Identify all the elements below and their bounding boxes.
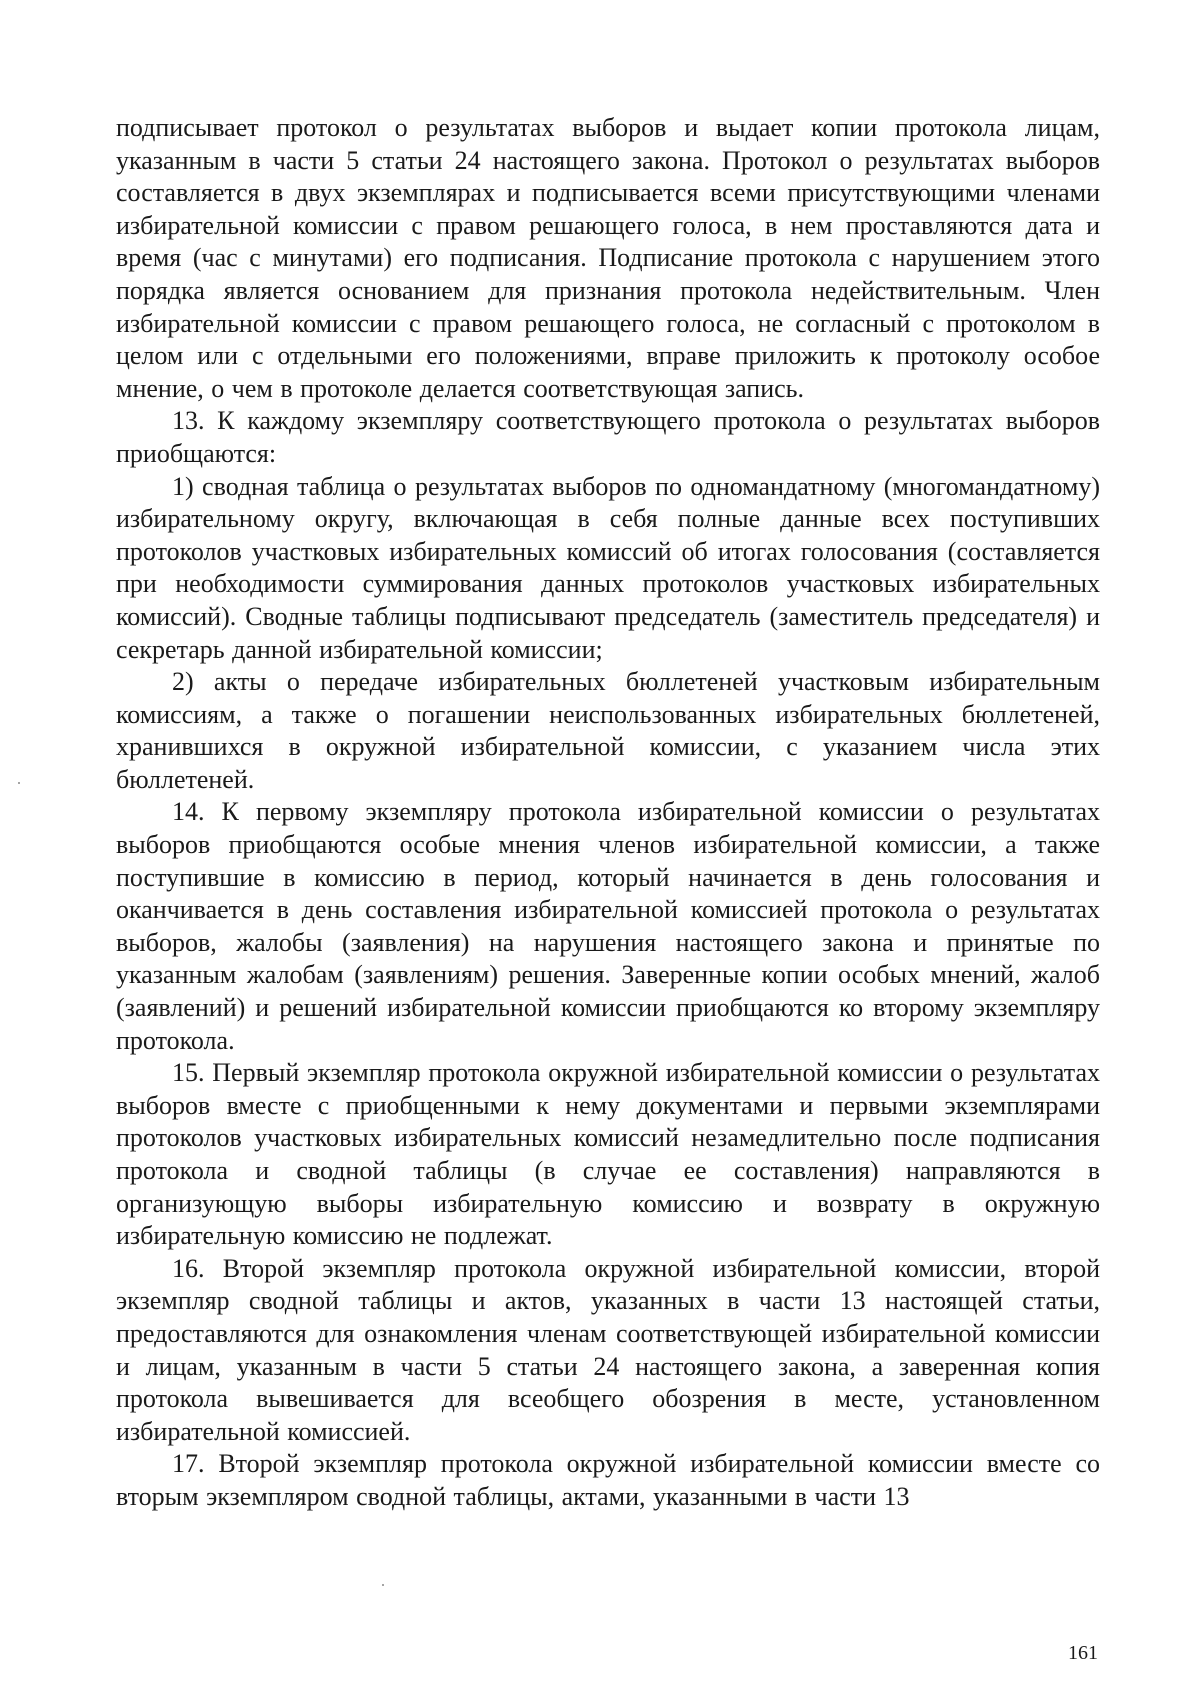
paragraph-continuation: подписывает протокол о результатах выборов и выдает копии протокола лицам, указанным в части 5 статьи 24 настоящего закона. Протокол о результатах выборов составляется в двух экземплярах и подписывается всеми присутствующими членами избирательной комиссии с правом решающего голоса, в нем проставляются дата и время (час с минутами) его подписания. Подписание протокола с нарушением этого порядка является основанием для признания протокола недействительным. Член избирательной комиссии с правом решающего голоса, не согласный с протоколом в целом или с отдельными его положениями, вправе приложить к протоколу особое мнение, о чем в протоколе делается соответствующая запись. xyxy=(116,113,1100,403)
scan-speck xyxy=(18,782,20,784)
paragraph-item-16: 16. Второй экземпляр протокола окружной избирательной комиссии, второй экземпляр сводной таблицы и актов, указанных в части 13 настоящей статьи, предоставляются для ознакомления членам соответствующей избирательной комиссии и лицам, указанным в части 5 статьи 24 настоящего закона, а заверенная копия протокола вывешивается для всеобщего обозрения в месте, установленном избирательной комиссией. xyxy=(116,1253,1100,1446)
scan-speck xyxy=(382,1584,384,1586)
paragraph-item-13: 13. К каждому экземпляру соответствующего протокола о результатах выборов приобщаются: xyxy=(116,406,1100,468)
paragraph-subitem-2: 2) акты о передаче избирательных бюллетеней участковым избирательным комиссиям, а также о погашении неиспользованных избирательных бюллетеней, хранившихся в окружной избирательной комиссии, с указанием числа этих бюллетеней. xyxy=(116,667,1100,794)
paragraph-item-15: 15. Первый экземпляр протокола окружной избирательной комиссии о результатах выборов вместе с приобщенными к нему документами и первыми экземплярами протоколов участковых избирательных комиссий незамедлительно после подписания протокола и сводной таблицы (в случае ее составления) направляются в организующую выборы избирательную комиссию и возврату в окружную избирательную комиссию не подлежат. xyxy=(116,1058,1100,1251)
page-number: 161 xyxy=(1068,1642,1098,1664)
paragraph-subitem-1: 1) сводная таблица о результатах выборов по одномандатному (многомандатному) избирательному округу, включающая в себя полные данные всех поступивших протоколов участковых избирательных комиссий об итогах голосования (составляется при необходимости суммирования данных протоколов участковых избирательных комиссий). Сводные таблицы подписывают председатель (заместитель председателя) и секретарь данной избирательной комиссии; xyxy=(116,471,1100,664)
paragraph-item-17: 17. Второй экземпляр протокола окружной избирательной комиссии вместе со вторым экземпляром сводной таблицы, актами, указанными в части 13 xyxy=(116,1449,1100,1511)
document-body xyxy=(116,112,1100,1514)
paragraph-item-14: 14. К первому экземпляру протокола избирательной комиссии о результатах выборов приобщаются особые мнения членов избирательной комиссии, а также поступившие в комиссию в период, который начинается в день голосования и оканчивается в день составления избирательной комиссией протокола о результатах выборов, жалобы (заявления) на нарушения настоящего закона и принятые по указанным жалобам (заявлениям) решения. Заверенные копии особых мнений, жалоб (заявлений) и решений избирательной комиссии приобщаются ко второму экземпляру протокола. xyxy=(116,797,1100,1055)
